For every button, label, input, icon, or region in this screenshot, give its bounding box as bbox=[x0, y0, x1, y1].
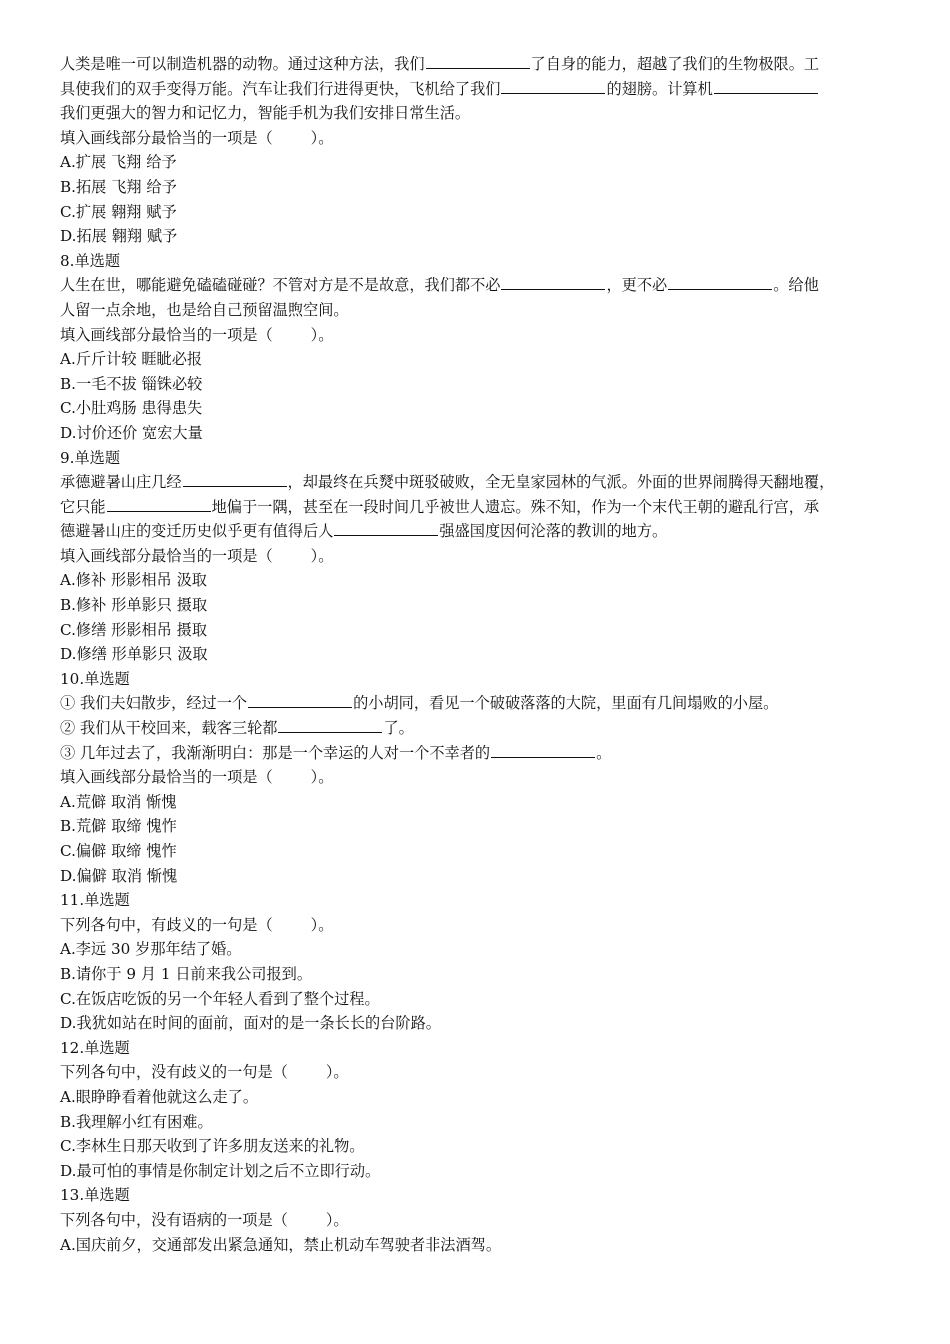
q8-option-b[interactable]: B.一毛不拔 锱铢必较 bbox=[60, 374, 203, 393]
answer-blank bbox=[491, 743, 595, 758]
answer-blank bbox=[107, 497, 211, 512]
q12-option-b[interactable]: B.我理解小红有困难。 bbox=[60, 1112, 213, 1131]
q10-sentence-1: ① 我们夫妇散步，经过一个 的小胡同，看见一个破破落落的大院，里面有几间塌败的小屋。 bbox=[60, 694, 779, 713]
q10-option-d[interactable]: D.偏僻 取消 惭愧 bbox=[60, 866, 178, 885]
q8-option-a[interactable]: A.斤斤计较 睚眦必报 bbox=[60, 350, 203, 369]
q8-heading: 8.单选题 bbox=[60, 251, 121, 270]
q7-passage-line-1: 人类是唯一可以制造机器的动物。通过这种方法，我们 了自身的能力，超越了我们的生物极限。工 bbox=[60, 55, 820, 73]
q9-prompt: 填入画线部分最恰当的一项是（ ）。 bbox=[60, 546, 334, 565]
q10-sentence-3: ③ 几年过去了，我渐渐明白：那是一个幸运的人对一个不幸者的 。 bbox=[60, 743, 612, 762]
q9-option-d[interactable]: D.修缮 形单影只 汲取 bbox=[60, 645, 208, 664]
q8-option-d[interactable]: D.讨价还价 宽宏大量 bbox=[60, 423, 203, 442]
answer-blank bbox=[334, 521, 438, 536]
q11-prompt: 下列各句中，有歧义的一句是（ ）。 bbox=[60, 915, 334, 934]
q11-heading: 11.单选题 bbox=[60, 891, 130, 910]
answer-blank bbox=[248, 693, 352, 708]
q13-option-a[interactable]: A.国庆前夕，交通部发出紧急通知，禁止机动车驾驶者非法酒驾。 bbox=[60, 1235, 502, 1254]
q12-option-c[interactable]: C.李林生日那天收到了许多朋友送来的礼物。 bbox=[60, 1137, 365, 1156]
q8-option-c[interactable]: C.小肚鸡肠 患得患失 bbox=[60, 399, 203, 418]
q9-option-c[interactable]: C.修缮 形影相吊 摄取 bbox=[60, 620, 208, 639]
answer-blank bbox=[714, 79, 818, 94]
q10-option-c[interactable]: C.偏僻 取缔 愧怍 bbox=[60, 842, 177, 860]
q10-heading: 10.单选题 bbox=[60, 669, 130, 688]
q10-sentence-2: ② 我们从干校回来，载客三轮都 了。 bbox=[60, 719, 414, 738]
q8-passage-line-1: 人生在世，哪能避免磕磕碰碰？不管对方是不是故意，我们都不必 ，更不必 。给他 bbox=[60, 276, 819, 295]
q9-passage-line-1: 承德避暑山庄几经 ，却最终在兵燹中斑驳破败，全无皇家园林的气派。外面的世界闹腾得天翻地覆， bbox=[60, 473, 835, 492]
q9-passage-line-3: 德避暑山庄的变迁历史似乎更有值得后人 强盛国度因何沦落的教训的地方。 bbox=[60, 522, 668, 541]
q7-prompt: 填入画线部分最恰当的一项是（ ）。 bbox=[60, 128, 334, 147]
q13-heading: 13.单选题 bbox=[60, 1186, 130, 1205]
question-document bbox=[60, 52, 892, 1257]
q12-prompt: 下列各句中，没有歧义的一句是（ ）。 bbox=[60, 1063, 349, 1082]
q7-option-a[interactable]: A.扩展 飞翔 给予 bbox=[60, 153, 177, 172]
q9-option-a[interactable]: A.修补 形影相吊 汲取 bbox=[60, 571, 207, 590]
q9-option-b[interactable]: B.修补 形单影只 摄取 bbox=[60, 596, 208, 615]
q11-option-b[interactable]: B.请你于 9 月 1 日前来我公司报到。 bbox=[60, 964, 313, 983]
q12-option-a[interactable]: A.眼睁睁看着他就这么走了。 bbox=[60, 1087, 259, 1106]
q11-option-a[interactable]: A.李远 30 岁那年结了婚。 bbox=[60, 940, 242, 959]
answer-blank bbox=[278, 718, 382, 733]
q9-heading: 9.单选题 bbox=[60, 448, 121, 467]
q11-option-d[interactable]: D.我犹如站在时间的面前，面对的是一条长长的台阶路。 bbox=[60, 1014, 441, 1033]
q10-option-a[interactable]: A.荒僻 取消 惭愧 bbox=[60, 792, 177, 811]
q8-passage-line-2: 人留一点余地，也是给自己预留温煦空间。 bbox=[60, 300, 349, 319]
q9-passage-line-2: 它只能 地偏于一隅，甚至在一段时间几乎被世人遗忘。殊不知，作为一个末代王朝的避乱行宫，承 bbox=[60, 497, 820, 516]
answer-blank bbox=[501, 79, 605, 94]
q11-option-c[interactable]: C.在饭店吃饭的另一个年轻人看到了整个过程。 bbox=[60, 989, 380, 1008]
q7-passage-line-3: 我们更强大的智力和记忆力，智能手机为我们安排日常生活。 bbox=[60, 104, 471, 123]
answer-blank bbox=[426, 54, 530, 69]
q13-prompt: 下列各句中，没有语病的一项是（ ）。 bbox=[60, 1210, 349, 1229]
answer-blank bbox=[183, 472, 287, 487]
answer-blank bbox=[501, 275, 605, 290]
q7-passage-line-2: 具使我们的双手变得万能。汽车让我们行进得更快，飞机给了我们 的翅膀。计算机 bbox=[60, 77, 892, 102]
q10-prompt: 填入画线部分最恰当的一项是（ ）。 bbox=[60, 768, 334, 787]
q12-option-d[interactable]: D.最可怕的事情是你制定计划之后不立即行动。 bbox=[60, 1161, 381, 1180]
q7-option-b[interactable]: B.拓展 飞翔 给予 bbox=[60, 177, 177, 196]
q10-option-b[interactable]: B.荒僻 取缔 愧怍 bbox=[60, 817, 177, 836]
q7-option-d[interactable]: D.拓展 翱翔 赋予 bbox=[60, 227, 178, 246]
q7-option-c[interactable]: C.扩展 翱翔 赋予 bbox=[60, 202, 177, 221]
q12-heading: 12.单选题 bbox=[60, 1038, 130, 1057]
answer-blank bbox=[668, 275, 772, 290]
q8-prompt: 填入画线部分最恰当的一项是（ ）。 bbox=[60, 325, 334, 344]
